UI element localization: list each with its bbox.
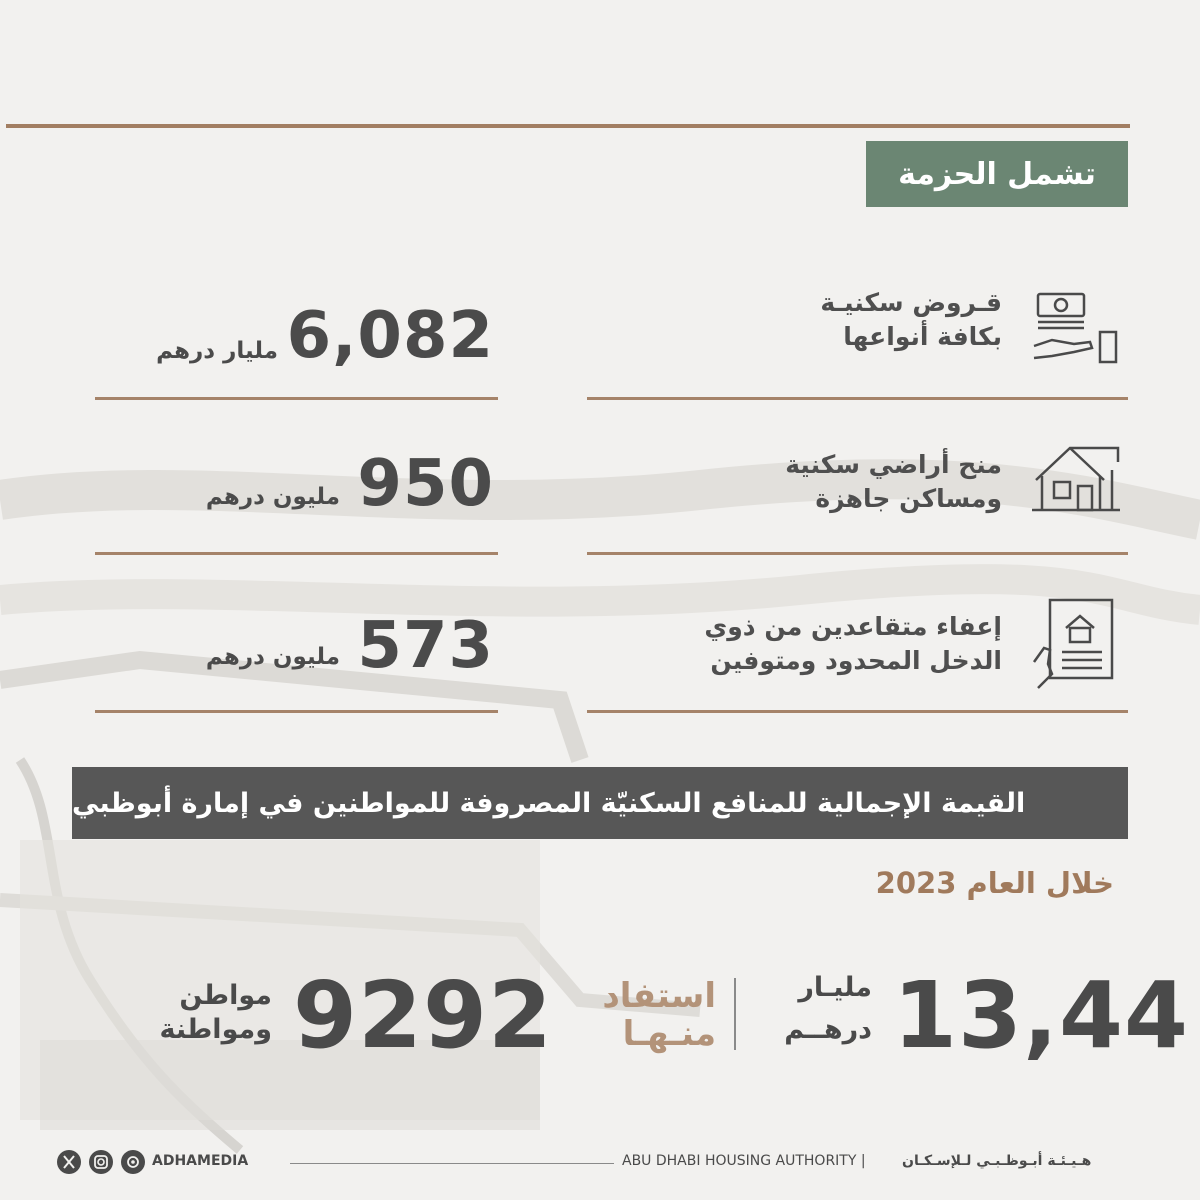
item-exemption-divider-left	[95, 710, 498, 713]
citizens-count: 9292	[293, 962, 554, 1069]
item-land-label	[662, 448, 1002, 516]
item-exemption-unit: مليون درهم	[205, 644, 340, 670]
item-land-divider-right	[587, 552, 1128, 555]
benefited-line2: منـهـا	[622, 1014, 716, 1054]
item-exemption-label	[662, 610, 1002, 678]
threads-icon[interactable]	[121, 1150, 145, 1174]
item-loans-line2: بكافة أنواعها	[843, 322, 1002, 351]
x-icon[interactable]	[57, 1150, 81, 1174]
amount-separator	[734, 978, 736, 1050]
top-divider	[6, 124, 1130, 128]
footer-divider	[290, 1163, 614, 1164]
package-includes-badge: تشمل الحزمة	[866, 141, 1128, 207]
item-land-value	[357, 448, 494, 520]
house-icon	[1030, 440, 1122, 532]
footer-handle[interactable]: ADHAMEDIA	[152, 1153, 249, 1169]
amount-unit-line1: مليـار	[798, 972, 872, 1003]
benefited-line1: استفاد	[602, 976, 716, 1016]
item-loans-divider-left	[95, 397, 498, 400]
year-label: خلال العام 2023	[875, 866, 1114, 900]
item-land-number: 950	[357, 447, 494, 521]
footer-org-en: ABU DHABI HOUSING AUTHORITY |	[622, 1153, 866, 1169]
citizens-line2: ومواطنة	[159, 1014, 272, 1045]
total-value-banner	[72, 767, 1128, 839]
item-exemption-line2: الدخل المحدود ومتوفين	[710, 646, 1002, 675]
item-loans-unit: مليار درهم	[156, 338, 278, 364]
item-exemption-line1: إعفاء متقاعدين من ذوي	[704, 612, 1002, 641]
item-exemption-value	[357, 610, 494, 682]
instagram-icon[interactable]	[89, 1150, 113, 1174]
item-exemption-number: 573	[357, 609, 494, 683]
footer-org-ar: هـيـئـة أبـوظـبـي لـلإسـكـان	[902, 1153, 1092, 1169]
total-value-title: القيمة الإجمالية للمنافع السكنيّة المصروفة للمواطنين في إمارة أبوظبي	[72, 787, 1026, 819]
item-loans-line1: قـروض سكنيـة	[820, 288, 1002, 317]
amount-unit-line2: درهــم	[784, 1014, 872, 1045]
item-exemption-divider-right	[587, 710, 1128, 713]
citizens-line1: مواطن	[179, 980, 272, 1011]
item-loans-value	[287, 300, 494, 372]
item-land-line2: ومساكن جاهزة	[815, 484, 1002, 513]
item-loans-number: 6,082	[286, 299, 494, 373]
item-loans-label	[662, 286, 1002, 354]
total-amount: 13,44	[893, 962, 1190, 1069]
item-land-line1: منح أراضي سكنية	[785, 450, 1002, 479]
item-land-divider-left	[95, 552, 498, 555]
item-loans-divider-right	[587, 397, 1128, 400]
money-hand-icon	[1030, 288, 1122, 380]
document-house-icon	[1030, 598, 1122, 690]
item-land-unit: مليون درهم	[205, 484, 340, 510]
